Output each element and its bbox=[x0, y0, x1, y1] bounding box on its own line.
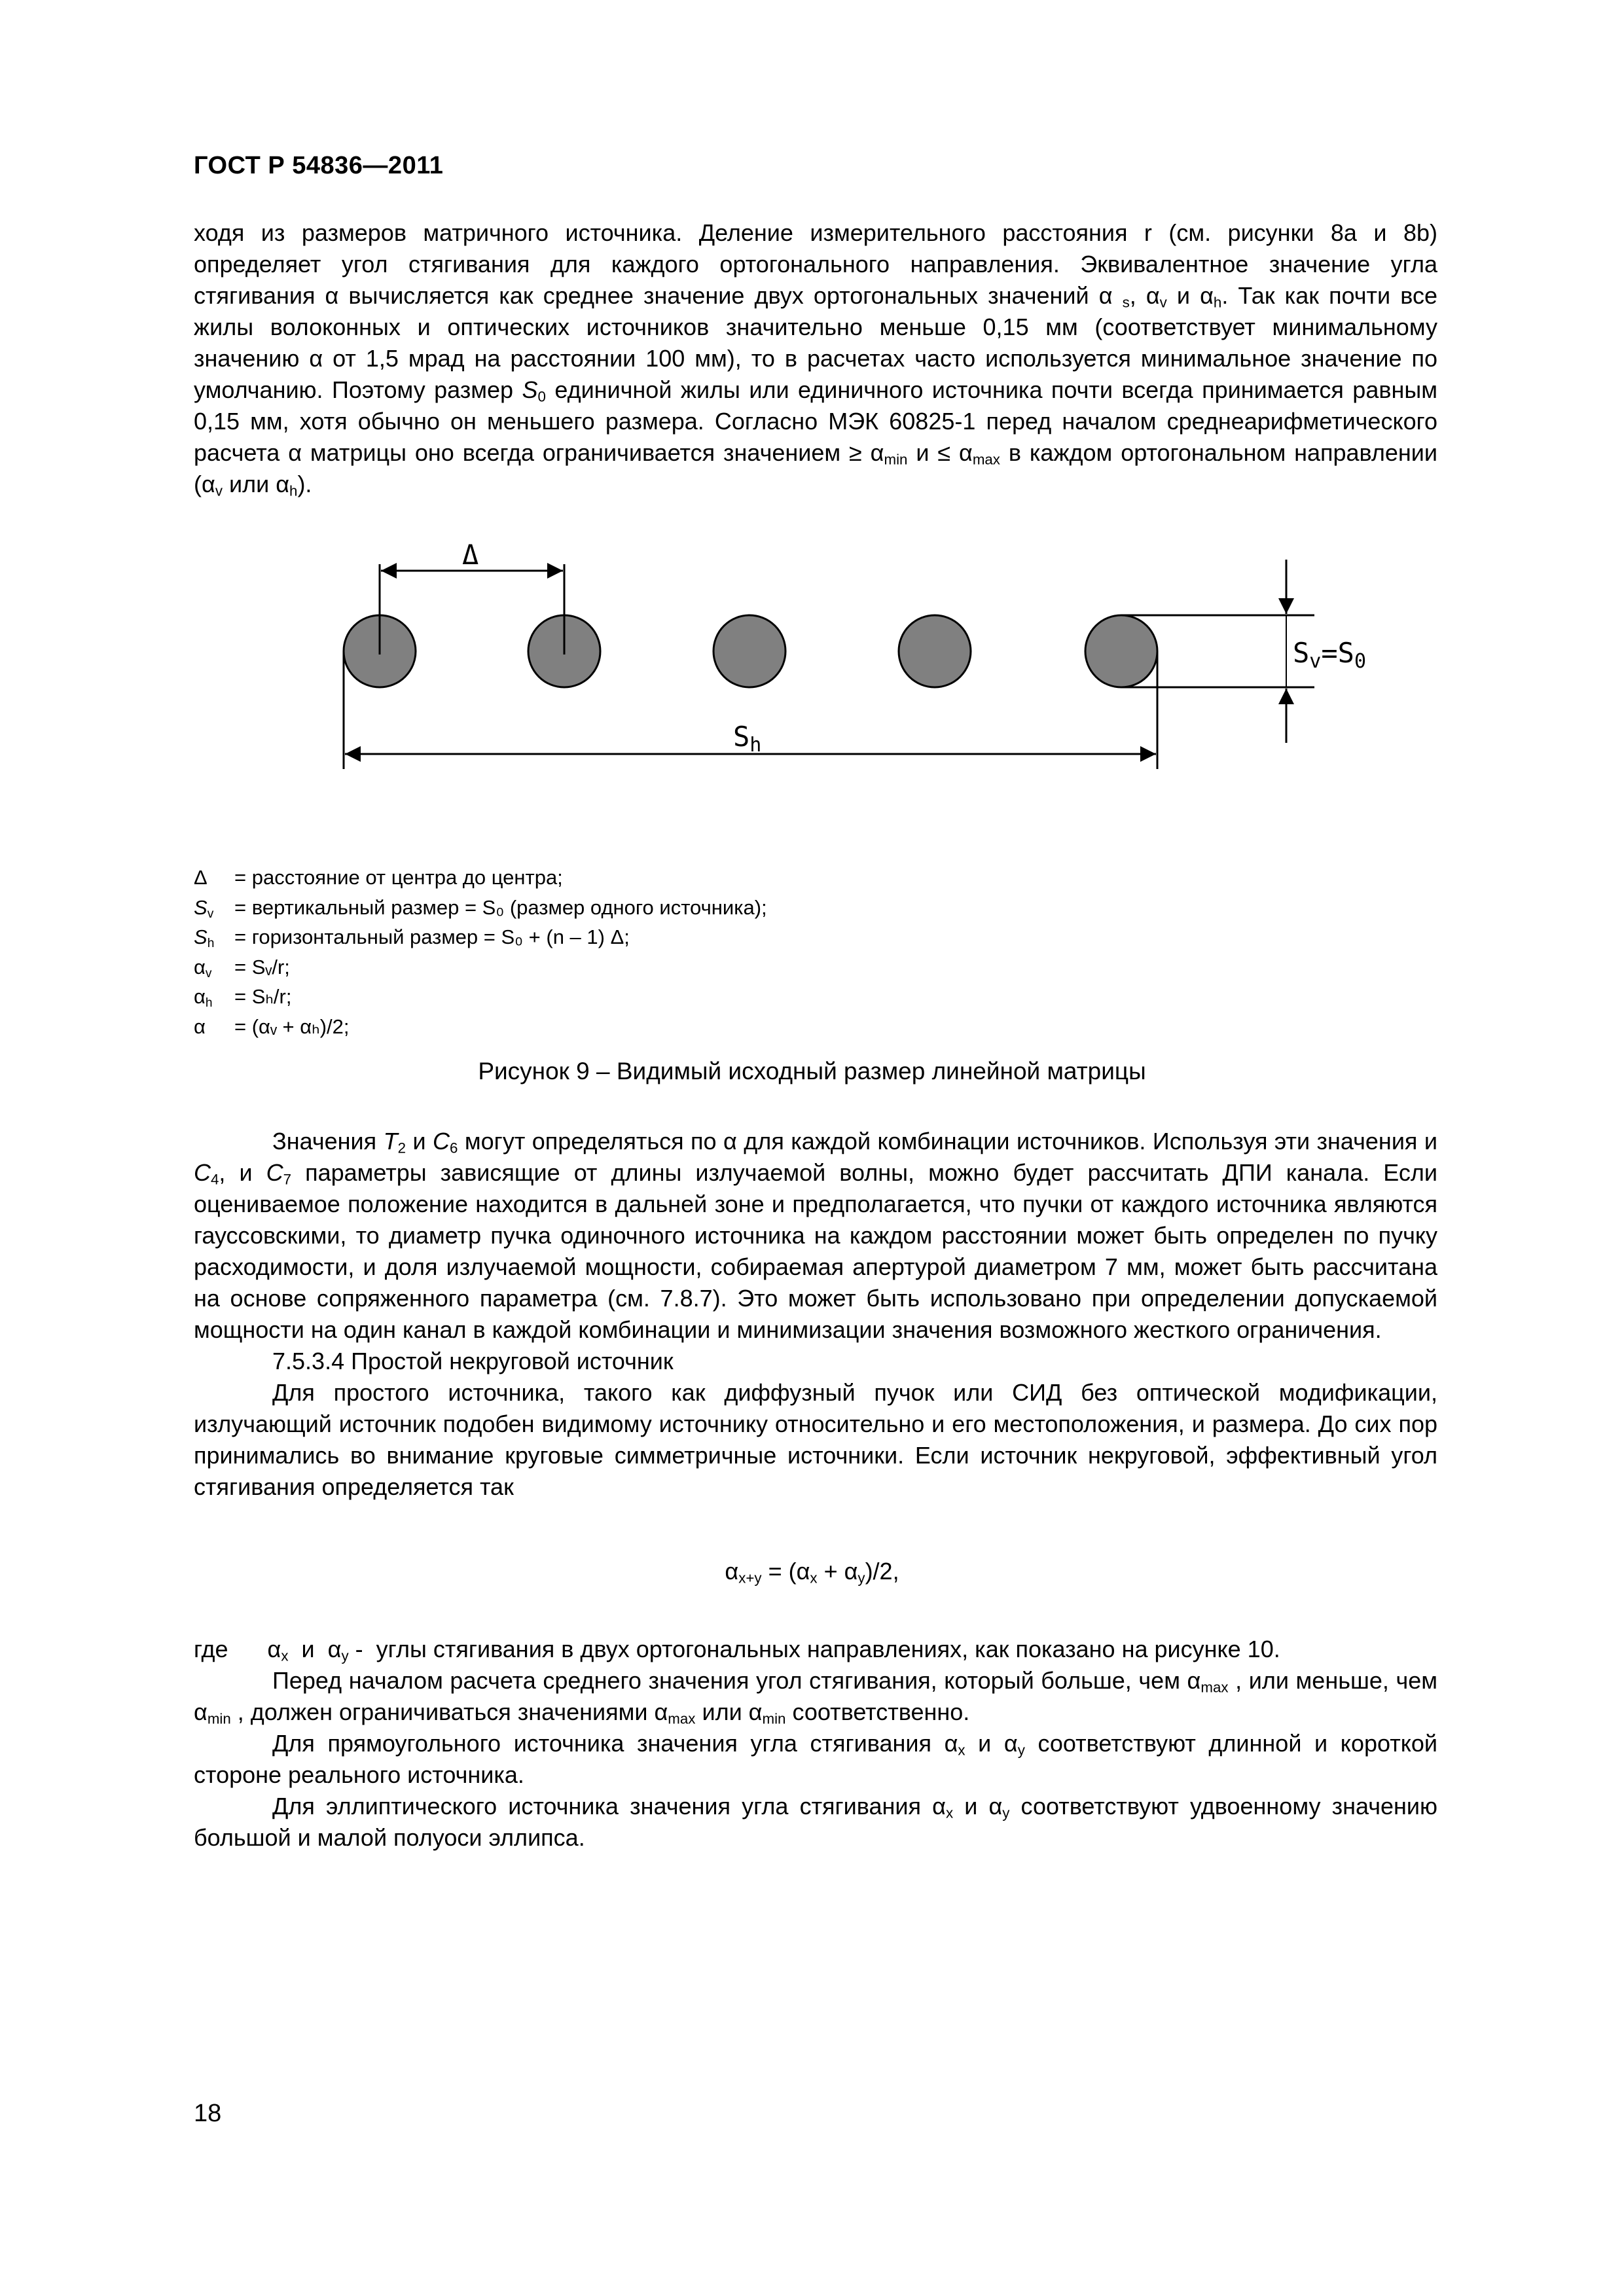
page-number: 18 bbox=[194, 2100, 222, 2127]
text-segment: ). bbox=[297, 471, 312, 497]
legend-text: = Sᵥ/r; bbox=[234, 955, 290, 978]
text-segment: и α bbox=[965, 1730, 1018, 1757]
formula-part: )/2, bbox=[865, 1558, 899, 1585]
subscript: x bbox=[810, 1570, 818, 1587]
source-circle bbox=[1085, 615, 1157, 687]
text-segment: или α bbox=[695, 1698, 763, 1725]
text-segment: ходя из размеров матричного источника. Деление измерительного расстояния r (см. рисунки 8a и 8b) определяет угол стягивания для каждого ортогонального направления. Эквивалентное значение угла стягивания α вычисляется как среднее значение двух ортогональных значений α bbox=[194, 219, 1437, 309]
subscript: x bbox=[945, 1804, 954, 1821]
subscript: min bbox=[207, 1710, 231, 1727]
body-text-block-2 bbox=[194, 1634, 1437, 1854]
text-segment: соответственно. bbox=[785, 1698, 970, 1725]
text-segment: и α bbox=[288, 1636, 342, 1662]
legend-symbol: α bbox=[194, 1014, 206, 1038]
legend-symbol: S bbox=[194, 895, 208, 919]
subscript: s bbox=[1122, 294, 1130, 311]
subscript: max bbox=[1200, 1679, 1229, 1696]
text-segment: соответствуют удвоенному значению большой и малой полуоси эллипса. bbox=[194, 1793, 1437, 1851]
body-text-block bbox=[194, 1126, 1437, 1503]
subscript: y bbox=[341, 1647, 349, 1664]
text-segment: , и bbox=[219, 1159, 266, 1186]
text-segment: Значения bbox=[272, 1128, 384, 1155]
subscript: 4 bbox=[211, 1171, 219, 1188]
text-segment: S bbox=[522, 376, 538, 403]
subscript: 6 bbox=[450, 1139, 458, 1157]
text-segment: Для эллиптического источника значения угла стягивания α bbox=[272, 1793, 946, 1820]
legend-symbol: Δ bbox=[194, 866, 208, 889]
text-segment: T bbox=[383, 1128, 398, 1155]
subscript: 7 bbox=[283, 1171, 292, 1188]
legend-text: = Sₕ/r; bbox=[234, 985, 292, 1008]
legend-row bbox=[194, 1012, 767, 1042]
text-segment: , α bbox=[1129, 282, 1160, 309]
text-segment: и bbox=[406, 1128, 433, 1155]
legend-row bbox=[194, 982, 767, 1012]
sh-label: Sh bbox=[733, 721, 762, 757]
text-segment: , должен ограничиваться значениями α bbox=[230, 1698, 668, 1725]
text-segment: где α bbox=[194, 1636, 281, 1662]
subscript: x bbox=[281, 1647, 289, 1664]
subscript: min bbox=[762, 1710, 786, 1727]
legend-symbol: S bbox=[194, 925, 208, 948]
text-segment: - углы стягивания в двух ортогональных направлениях, как показано на рисунке 10. bbox=[348, 1636, 1280, 1662]
source-circle bbox=[899, 615, 971, 687]
sv-label: Sv=S0 bbox=[1293, 637, 1366, 673]
subscript: h bbox=[289, 482, 298, 499]
delta-label: Δ bbox=[462, 539, 479, 571]
subscript: 0 bbox=[537, 388, 546, 405]
text-segment: C bbox=[433, 1128, 450, 1155]
text-segment: и α bbox=[953, 1793, 1003, 1820]
subscript: x bbox=[958, 1742, 965, 1759]
subscript: h bbox=[207, 936, 215, 950]
text-segment: или α bbox=[222, 471, 290, 497]
text-segment: единичной жилы или единичного источника почти всегда принимается равным 0,15 мм, хотя обычно он меньшего размера. Согласно МЭК 60825-1 перед началом среднеарифметического расчета α матрицы оно всегда ограничивается значением ≥ α bbox=[194, 376, 1437, 466]
legend-symbol: α bbox=[194, 985, 206, 1008]
legend-symbol: α bbox=[194, 955, 206, 978]
legend-row bbox=[194, 952, 767, 982]
legend-row bbox=[194, 863, 767, 893]
figure-legend bbox=[194, 863, 767, 1041]
subscript: x+y bbox=[738, 1570, 762, 1587]
text-segment: соответствуют длинной и короткой стороне реального источника. bbox=[194, 1730, 1437, 1788]
subscript: 2 bbox=[397, 1139, 406, 1157]
text-segment: Перед началом расчета среднего значения угол стягивания, который больше, чем α bbox=[272, 1667, 1201, 1694]
paragraph-values bbox=[194, 1126, 1437, 1346]
legend-text: = расстояние от центра до центра; bbox=[234, 866, 563, 889]
subscript: v bbox=[215, 482, 223, 499]
subscript: v bbox=[207, 906, 214, 921]
subscript: max bbox=[972, 451, 1000, 468]
text-segment: параметры зависящие от длины излучаемой волны, можно будет рассчитать ДПИ канала. Если оцениваемое положение находится в дальней зоне и предполагается, что пучки от каждого источника являются гауссовскими, то диаметр пучка одиночного источника на каждом расстоянии может быть определен по пучку расходимости, и доля излучаемой мощности, собираемая апертурой диаметром 7 мм, может быть рассчитана на основе сопряженного параметра (см. 7.8.7). Это может быть использовано при определении допускаемой мощности на один канал в каждой комбинации и минимизации значения возможного жесткого ограничения. bbox=[194, 1159, 1437, 1343]
paragraph-rectangular bbox=[194, 1728, 1437, 1791]
subscript: min bbox=[884, 451, 908, 468]
text-segment: C bbox=[194, 1159, 211, 1186]
subscript: h bbox=[1213, 294, 1222, 311]
legend-text: = вертикальный размер = S₀ (размер одного источника); bbox=[234, 895, 767, 919]
formula-average-angle bbox=[0, 1558, 1624, 1585]
subscript: v bbox=[1159, 294, 1167, 311]
legend-text: = горизонтальный размер = S₀ + (n – 1) Δ; bbox=[234, 925, 630, 948]
section-heading: 7.5.3.4 Простой некруговой источник bbox=[272, 1348, 674, 1374]
subscript: v bbox=[205, 966, 212, 980]
text-segment: в каждом ортогональном направлении (α bbox=[194, 439, 1437, 497]
formula-part: = (α bbox=[761, 1558, 810, 1585]
legend-text: = (αᵥ + αₕ)/2; bbox=[234, 1014, 350, 1038]
text-segment: , или меньше, чем α bbox=[194, 1667, 1437, 1725]
paragraph-elliptical bbox=[194, 1791, 1437, 1854]
text-segment: C bbox=[266, 1159, 283, 1186]
subscript: max bbox=[668, 1710, 696, 1727]
legend-row bbox=[194, 893, 767, 923]
formula-part: α bbox=[725, 1558, 739, 1585]
text-segment: . Так как почти все жилы волоконных и оптических источников значительно меньше 0,15 мм (соответствует минимальному значению α от 1,5 мрад на расстоянии 100 мм), то в расчетах часто используется минимальное значение по умолчанию. Поэтому размер bbox=[194, 282, 1437, 403]
subscript: y bbox=[857, 1570, 865, 1587]
text-segment: и ≤ α bbox=[907, 439, 973, 466]
text-segment: могут определяться по α для каждой комбинации источников. Используя эти значения и bbox=[458, 1128, 1437, 1155]
where-line bbox=[194, 1634, 1437, 1665]
paragraph-limits bbox=[194, 1665, 1437, 1728]
text-segment: Для прямоугольного источника значения угла стягивания α bbox=[272, 1730, 958, 1757]
document-header: ГОСТ Р 54836—2011 bbox=[194, 152, 444, 179]
legend-row bbox=[194, 922, 767, 952]
paragraph-noncircular: Для простого источника, такого как диффузный пучок или СИД без оптической модификации, излучающий источник подобен видимому источнику относительно и его местоположения, и размера. До сих пор принимались во внимание круговые симметричные источники. Если источник некруговой, эффективный угол стягивания определяется так bbox=[194, 1379, 1437, 1500]
figure-caption: Рисунок 9 – Видимый исходный размер линейной матрицы bbox=[478, 1058, 1146, 1085]
subscript: h bbox=[205, 996, 213, 1010]
formula-part: + α bbox=[817, 1558, 858, 1585]
text-segment: и α bbox=[1166, 282, 1214, 309]
subscript: y bbox=[1017, 1742, 1025, 1759]
linear-array-diagram bbox=[0, 0, 1624, 818]
source-circles bbox=[344, 615, 1157, 687]
source-circle bbox=[713, 615, 785, 687]
subscript: y bbox=[1002, 1804, 1010, 1821]
